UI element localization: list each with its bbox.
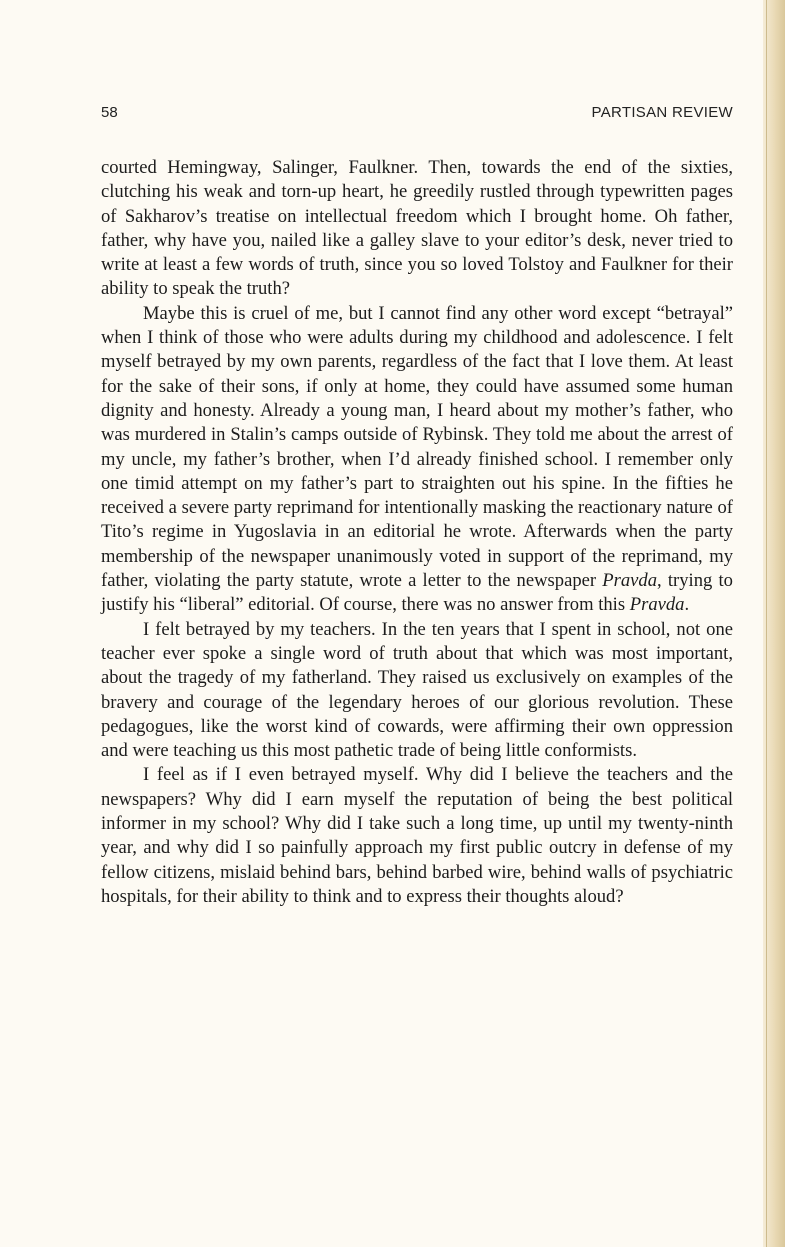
paragraph-text: I feel as if I even betrayed myself. Why did I believe the teachers and the newspapers? Why did I earn myself the reputation of being the best political informer in my school? Why did I take such a long time, up until my twenty-ninth year, and why did I so painfully approach my first public outcry in defense of my fellow citizens, mislaid behind bars, behind barbed wire, behind walls of psychiatric hospitals, for their ability to think and to express their thoughts aloud? (101, 764, 733, 907)
running-head: PARTISAN REVIEW (591, 104, 733, 121)
page-header (101, 104, 733, 126)
italic-title: Pravda (602, 570, 658, 592)
page-edge-line (766, 0, 767, 1247)
paragraph-text: I felt betrayed by my teachers. In the ten years that I spent in school, not one teacher ever spoke a single word of truth about that which was most important, about the tragedy of my fatherland. They raised us exclusively on examples of the bravery and courage of the legendary heroes of our glorious revolution. These pedagogues, like the worst kind of cowards, were affirming their own oppression and were teaching us this most pathetic trade of being little conformists. (101, 618, 733, 762)
paragraph-text: . (684, 594, 690, 616)
italic-title: Pravda (629, 594, 685, 616)
paragraph (101, 302, 733, 618)
body-text (101, 156, 733, 909)
paragraph (101, 618, 733, 764)
paragraph (101, 156, 733, 302)
paragraph-text: courted Hemingway, Salinger, Faulkner. Then, towards the end of the sixties, clutching his weak and torn-up heart, he greedily rustled through typewritten pages of Sakharov’s treatise on intellectual freedom which I brought home. Oh father, father, why have you, nailed like a galley slave to your editor’s desk, never tried to write at least a few words of truth, since you so loved Tolstoy and Faulkner for their ability to speak the truth? (101, 157, 733, 300)
paragraph-text: , trying to justify his “liberal” editorial. Of course, there was no answer from this (101, 570, 733, 616)
page-number: 58 (101, 104, 118, 121)
paragraph (101, 763, 733, 909)
paragraph-text: Maybe this is cruel of me, but I cannot find any other word except “betrayal” when I think of those who were adults during my childhood and adolescence. I felt myself betrayed by my own parents, regardless of the fact that I love them. At least for the sake of their sons, if only at home, they could have assumed some human dignity and honesty. Already a young man, I heard about my mother’s father, who was murdered in Stalin’s camps outside of Rybinsk. They told me about the arrest of my uncle, my father’s brother, when I’d already finished school. I remember only one timid attempt on my father’s part to straighten out his spine. In the fifties he received a severe party reprimand for intentionally masking the reactionary nature of Tito’s regime in Yugoslavia in an editorial he wrote. Afterwards when the party membership of the newspaper unanimously voted in support of the reprimand, my father, violating the party statute, wrote a letter to the newspaper (101, 302, 733, 592)
